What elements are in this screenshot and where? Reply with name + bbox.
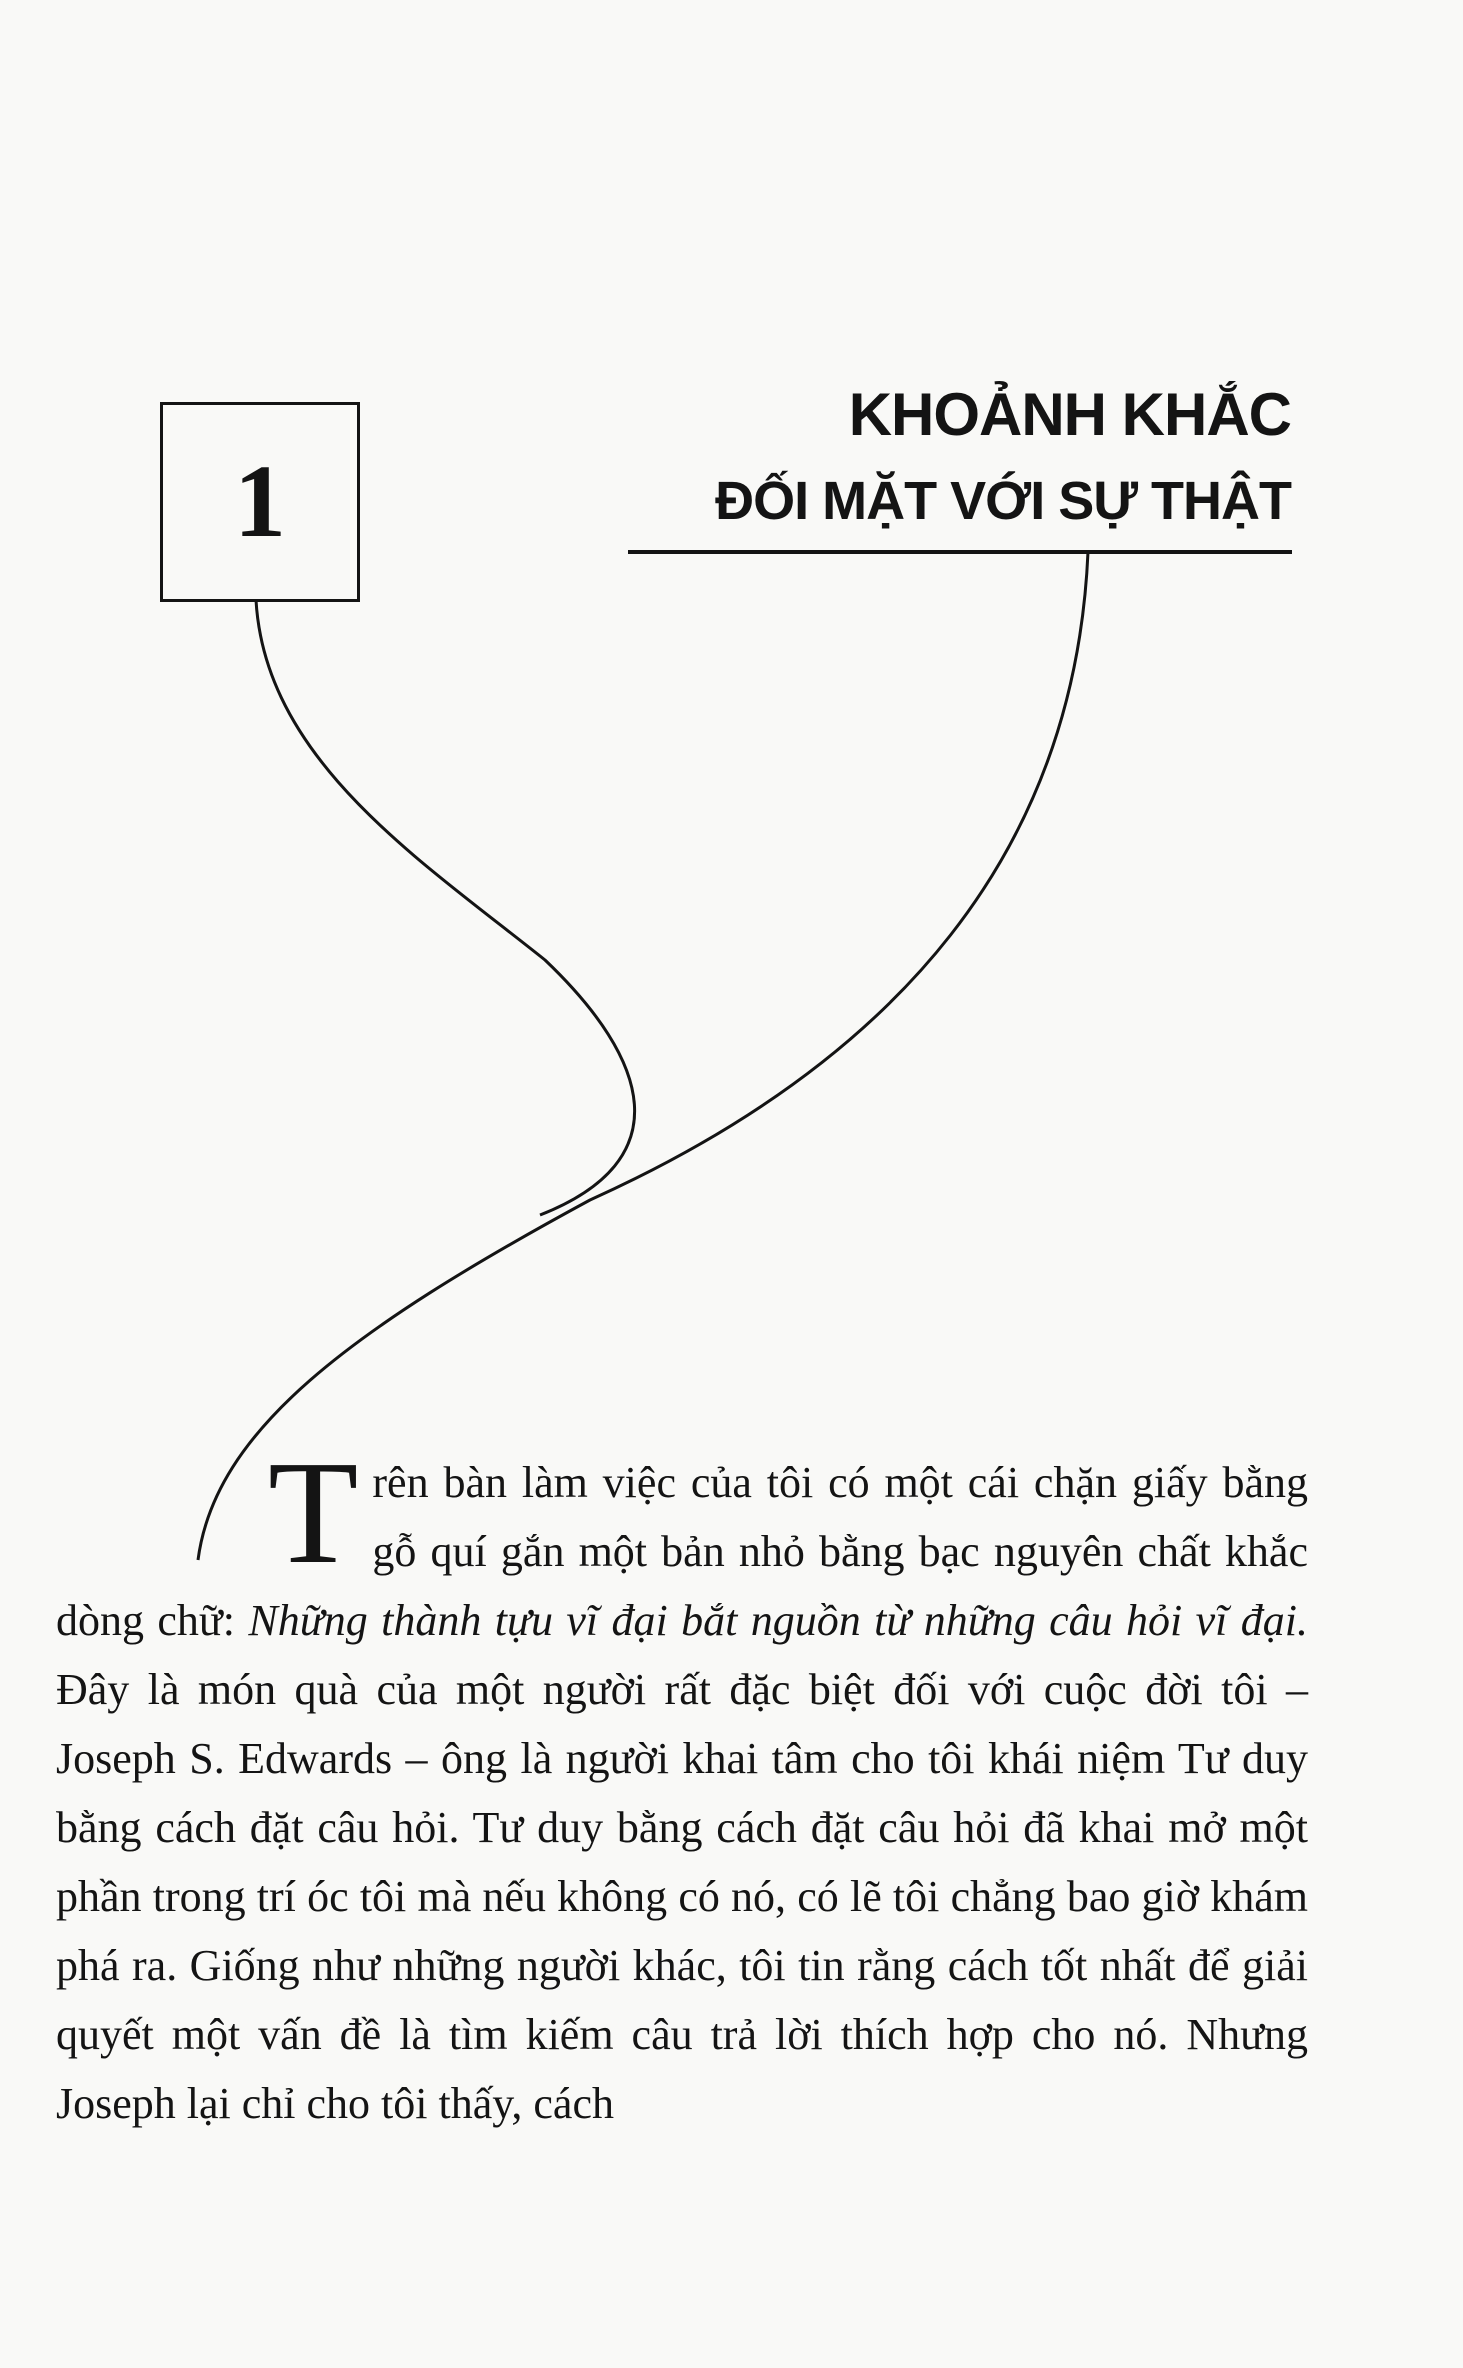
chapter-title (591, 370, 1291, 542)
drop-cap: T (268, 1431, 359, 1595)
chapter-number-box (160, 402, 360, 602)
body-paragraph (56, 1431, 1309, 2138)
chapter-number: 1 (234, 444, 286, 559)
curve-from-box (256, 600, 635, 1215)
chapter-title-line-1: KHOẢNH KHẮC (848, 381, 1291, 448)
title-underline (628, 550, 1292, 554)
curve-from-title (198, 552, 1088, 1560)
italic-quote: Những thành tựu vĩ đại bắt nguồn từ những câu hỏi vĩ đại. (248, 1596, 1309, 1645)
chapter-title-line-2: ĐỐI MẶT VỚI SỰ THẬT (715, 471, 1291, 531)
body-text-start: rên bàn làm việc của tôi có một cái chặn giấy bằng gỗ quí gắn một bản nhỏ bằng bạc nguyên chất khắc dòng chữ: (56, 1458, 1308, 1645)
body-text-rest: Đây là món quà của một người rất đặc biệt đối với cuộc đời tôi – Joseph S. Edwards – ông là người khai tâm cho tôi khái niệm Tư duy bằng cách đặt câu hỏi. Tư duy bằng cách đặt câu hỏi đã khai mở một phần trong trí óc tôi mà nếu không có nó, có lẽ tôi chẳng bao giờ khám phá ra. Giống như những người khác, tôi tin rằng cách tốt nhất để giải quyết một vấn đề là tìm kiếm câu trả lời thích hợp cho nó. Nhưng Joseph lại chỉ cho tôi thấy, cách (56, 1665, 1308, 2128)
